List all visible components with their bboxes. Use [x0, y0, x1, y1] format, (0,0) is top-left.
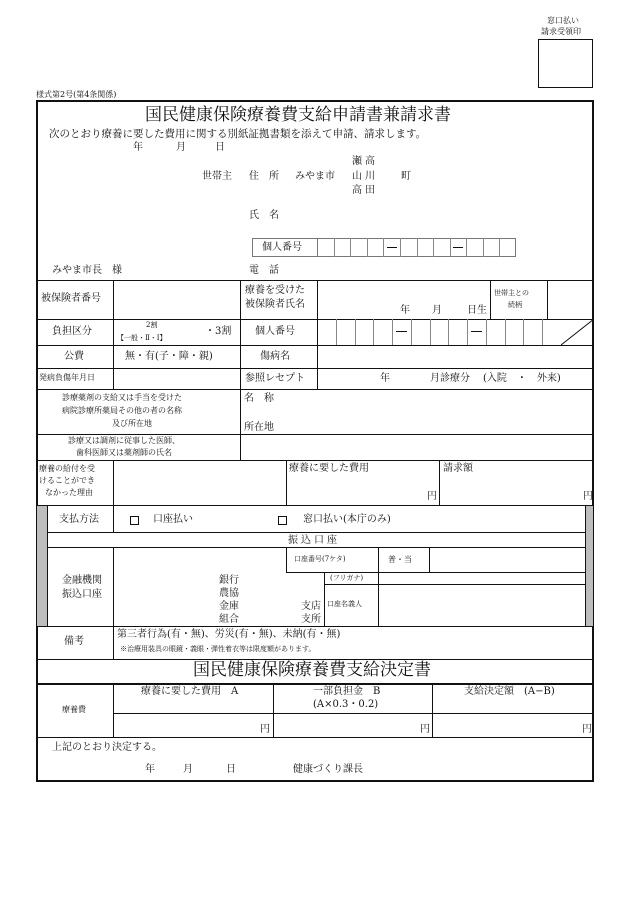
digit-divider	[392, 319, 393, 345]
digit-divider	[486, 319, 487, 345]
burden-2wari: 2割	[146, 321, 158, 329]
date-day: 日	[215, 142, 225, 153]
payment-gray-right	[585, 506, 593, 626]
digit-dash	[387, 247, 397, 248]
digit-divider	[467, 319, 468, 345]
provider-name-label: 名 称	[244, 393, 274, 404]
reason-label-1: 療養の給付を受	[39, 464, 95, 473]
receipt-stamp-box[interactable]	[538, 39, 593, 88]
name-label: 氏 名	[249, 210, 279, 221]
public-label: 公費	[64, 351, 84, 362]
decided-text: 上記のとおり決定する。	[52, 742, 162, 753]
decision-day: 日	[226, 764, 236, 775]
patient-name-label-1: 療養を受けた	[245, 285, 305, 296]
reason-label-3: なかった理由	[45, 488, 93, 497]
transfer-account-label: 振込口座	[288, 535, 340, 546]
onset-label: 発病負傷年月日	[39, 373, 95, 382]
digit-divider	[542, 319, 543, 345]
digit-divider	[373, 319, 374, 345]
branch-type-shiten: 支店	[301, 601, 321, 612]
furigana-label: (フリガナ)	[330, 574, 364, 582]
digit-divider	[334, 238, 335, 257]
date-month: 月	[176, 142, 186, 153]
digit-divider	[417, 238, 418, 257]
digit-divider	[400, 238, 401, 257]
holder-name-field[interactable]	[379, 585, 584, 625]
doctor-desc-2: 歯科医師又は薬剤師の氏名	[76, 448, 172, 457]
payment-gray-left	[37, 506, 47, 626]
digit-divider	[523, 319, 524, 345]
digit-divider	[411, 319, 412, 345]
claim-yen: 円	[583, 491, 593, 502]
patient-mynumber-digits[interactable]	[317, 319, 561, 345]
provider-desc-1: 診療薬剤の支給又は手当を受けた	[62, 393, 182, 402]
account-number-field[interactable]	[430, 548, 584, 571]
burden-3wari: ・3割	[205, 326, 232, 337]
bank-type-bank: 銀行	[219, 575, 239, 586]
digit-divider	[433, 238, 434, 257]
bank-type-kinko: 金庫	[219, 601, 239, 612]
bank-type-kumiai: 組合	[219, 614, 239, 625]
applicant-mynumber-digits	[317, 238, 516, 257]
relationship-label-2: 続柄	[508, 301, 522, 309]
cost-yen: 円	[427, 491, 437, 502]
receipt-type[interactable]: (入院 ・ 外来)	[483, 373, 561, 384]
digit-divider	[466, 238, 467, 257]
decision-col-c: 支給決定額 (A−B)	[464, 686, 555, 697]
digit-divider	[367, 238, 368, 257]
provider-desc-2: 病院診療所薬局その他の者の名称	[62, 406, 182, 415]
digit-divider	[355, 319, 356, 345]
claim-label: 請求額	[443, 463, 473, 474]
branch-type-shisho: 支所	[301, 614, 321, 625]
insured-number-label: 被保険者番号	[41, 293, 101, 304]
decision-yen-b: 円	[420, 724, 430, 735]
diagonal-strike-icon	[561, 319, 594, 345]
digit-divider	[448, 319, 449, 345]
decision-row-label: 療養費	[62, 705, 86, 714]
remarks-label: 備考	[64, 636, 84, 647]
digit-divider	[499, 238, 500, 257]
digit-divider	[505, 319, 506, 345]
burden-label: 負担区分	[52, 326, 92, 337]
account-payment-label: 口座払い	[153, 514, 193, 525]
decision-month: 月	[183, 764, 193, 775]
birth-year: 年	[400, 305, 410, 316]
receipt-month: 月診療分	[430, 373, 470, 384]
disease-field[interactable]	[318, 346, 593, 367]
applicant-mynumber-label: 個人番号	[262, 242, 302, 253]
burden-class: 【一般・Ⅱ・Ⅰ】	[117, 334, 167, 342]
relationship-label-1: 世帯主との	[494, 289, 529, 297]
phone-label: 電 話	[249, 265, 279, 276]
receipt-ref-label: 参照レセプト	[245, 373, 305, 384]
stamp-label-1: 窓口払い	[547, 16, 579, 25]
holder-label: 口座名義人	[327, 600, 362, 608]
stamp-label-2: 請求受領印	[541, 27, 581, 36]
page-title: 国民健康保険療養費支給申請書兼請求書	[145, 105, 451, 125]
decision-signer: 健康づくり課長	[293, 764, 363, 775]
address-label: 住 所	[249, 171, 279, 182]
city-name: みやま市	[295, 171, 335, 182]
decision-col-a: 療養に要した費用 A	[141, 686, 239, 697]
disease-label: 傷病名	[260, 351, 290, 362]
digit-divider	[336, 319, 337, 345]
insured-number-field[interactable]	[114, 281, 239, 318]
decision-title: 国民健康保険療養費支給決定書	[193, 660, 431, 680]
town-yamakawa: 山川	[352, 171, 378, 182]
decision-col-b-1: 一部負担金 B	[313, 686, 381, 697]
town-takata: 高田	[352, 185, 378, 196]
intro-text: 次のとおり療養に要した費用に関する別紙証拠書類を添えて申請、請求します。	[49, 128, 427, 140]
form-number: 様式第2号(第4条関係)	[36, 90, 117, 99]
provider-addr-label: 所在地	[244, 422, 274, 433]
patient-name-label-2: 被保険者氏名	[245, 299, 305, 310]
digit-divider	[430, 319, 431, 345]
household-head-label: 世帯主	[202, 171, 232, 182]
bank-type-nokyo: 農協	[219, 588, 239, 599]
birth-day: 日生	[467, 305, 487, 316]
receipt-year: 年	[380, 373, 390, 384]
digit-dash	[453, 247, 463, 248]
town-setaka: 瀬高	[352, 156, 378, 167]
account-type[interactable]: 普・当	[388, 555, 412, 564]
decision-yen-c: 円	[582, 724, 592, 735]
public-value[interactable]: 無・有(子・障・親)	[125, 351, 213, 362]
digit-divider	[350, 238, 351, 257]
digit-dash	[396, 331, 407, 332]
cost-label: 療養に要した費用	[289, 463, 369, 474]
decision-col-b-2: (A×0.3・0.2)	[313, 699, 379, 710]
provider-desc-3: 及び所在地	[112, 419, 152, 428]
addressee: みやま市長 様	[52, 265, 122, 276]
digit-divider	[383, 238, 384, 257]
payment-method-label: 支払方法	[59, 514, 99, 525]
digit-dash	[471, 331, 482, 332]
birth-month: 月	[432, 305, 442, 316]
patient-mynumber-label: 個人番号	[255, 326, 295, 337]
counter-payment-checkbox[interactable]	[278, 516, 287, 525]
account-number-label: 口座番号(7ケタ)	[294, 555, 346, 563]
date-year: 年	[133, 142, 143, 153]
counter-payment-label: 窓口払い(本庁のみ)	[303, 514, 391, 525]
remarks-line-2: ※治療用装具の眼鏡・義眼・弾性着衣等は限度額があります。	[120, 645, 316, 653]
institution-label-2: 振込口座	[62, 589, 102, 600]
digit-divider	[483, 238, 484, 257]
doctor-desc-1: 診療又は調剤に従事した医師、	[68, 436, 180, 445]
account-payment-checkbox[interactable]	[130, 516, 139, 525]
reason-label-2: けることができ	[39, 476, 95, 485]
digit-divider	[450, 238, 451, 257]
institution-label-1: 金融機関	[62, 575, 102, 586]
decision-yen-a: 円	[260, 724, 270, 735]
remarks-line-1: 第三者行為(有・無)、労災(有・無)、未納(有・無)	[117, 629, 341, 640]
town-suffix: 町	[401, 171, 411, 182]
decision-year: 年	[145, 764, 155, 775]
